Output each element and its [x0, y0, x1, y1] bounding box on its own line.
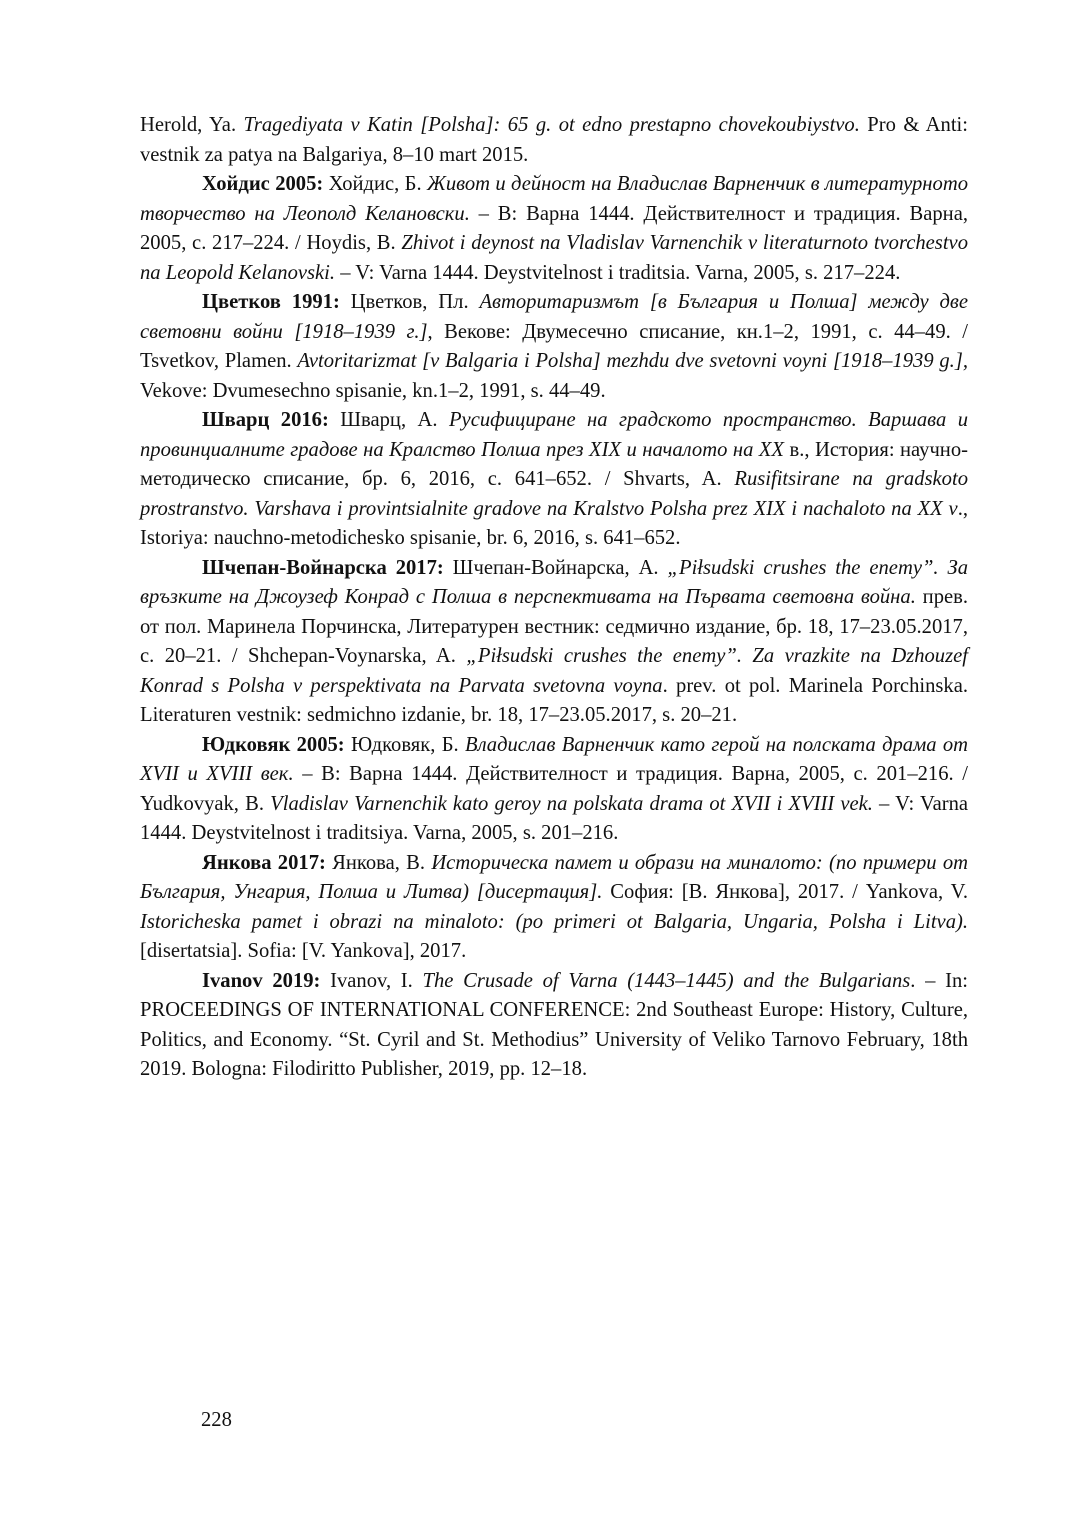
bibliography-entry-ivanov-2019: Ivanov 2019: Ivanov, I. The Crusade of Varna (1443–1445) and the Bulgarians. – In: PROCEEDINGS OF INTERNATIONAL CONFERENCE: 2nd Southeast Europe: History, Culture, Politics, and Economy. “St. Cyril and St. Methodius” University of Veliko Tarnovo February, 18th 2019. Bologna: Filodiritto Publisher, 2019, pp. 12–18. — [140, 969, 968, 1080]
bibliography-entry-yankova-2017: Янкова 2017: Янкова, В. Историческа памет и образи на миналото: (по примери от България, Унгария, Полша и Литва) [дисертация]. София: [В. Янкова], 2017. / Yankova, V. Istoricheska pamet i obrazi na minaloto: (po primeri ot Balgaria, Ungaria, Polsha i Litva).[disertatsia]. Sofia: [V. Yankova], 2017. — [140, 851, 968, 962]
entry-key: Шварц 2016: — [202, 409, 329, 431]
entry-key: Цветков 1991: — [202, 291, 340, 313]
bibliography-entry-shvarts-2016: Шварц 2016: Шварц, А. Русифициране на градското пространство. Варшава и провинциалните градове на Кралство Полша през XIX и началото на XX в., История: научно-методическо списание, бр. 6, 2016, с. 641–652. / Shvarts, A. Rusifitsirane na gradskoto prostranstvo. Varshava i provintsialnite gradove na Kralstvo Polsha prez XIX i nachaloto na XX v., Istoriya: nauchno-metodichesko spisanie, br. 6, 2016, s. 641–652. — [140, 409, 968, 549]
bibliography-entry-herold: Herold, Ya. Tragediyata v Katin [Polsha]: 65 g. ot edno prestapno chovekoubiystvo. Pro & Anti: vestnik za patya na Balgariya, 8–10 mart 2015. — [140, 114, 968, 166]
bibliography-entry-yudkovyak-2005: Юдковяк 2005: Юдковяк, Б. Владислав Варненчик като герой на полската драма от XVII и XVIII век. – В: Варна 1444. Действителност и традиция. Варна, 2005, с. 201–216. / Yudkovyak, B. Vladislav Varnenchik kato geroy na polskata drama ot XVII i XVIII vek. – V: Varna 1444. Deystvitelnost i traditsiya. Varna, 2005, s. 201–216. — [140, 733, 969, 844]
entry-key: Хойдис 2005: — [202, 173, 324, 195]
entry-key: Шчепан-Войнарска 2017: — [202, 556, 444, 579]
entry-key: Янкова 2017: — [202, 851, 326, 874]
entry-key: Юдковяк 2005: — [202, 733, 345, 756]
page-number: 228 — [201, 1409, 232, 1431]
bibliography-list — [140, 111, 968, 1085]
entry-key: Ivanov 2019: — [202, 969, 321, 992]
bibliography-entry-tsvetkov-1991: Цветков 1991: Цветков, Пл. Авторитаризмът [в България и Полша] между две световни войни [1918–1939 г.], Векове: Двумесечно списание, кн.1–2, 1991, с. 44–49. / Tsvetkov, Plamen. Avtoritarizmat [v Balgaria i Polsha] mezhdu dve svetovni voyni [1918–1939 g.], Vekove: Dvumesechno spisanie, kn.1–2, 1991, s. 44–49. — [140, 291, 968, 402]
bibliography-entry-hoydis-2005: Хойдис 2005: Хойдис, Б. Живот и дейност на Владислав Варненчик в литературното творчество на Леополд Келановски. – В: Варна 1444. Действителност и традиция. Варна, 2005, с. 217–224. / Hoydis, B. Zhivot i deynost na Vladislav Varnenchik v literaturnoto tvorchestvo na Leopold Kelanovski. – V: Varna 1444. Deystvitelnost i traditsia. Varna, 2005, s. 217–224. — [140, 173, 968, 284]
bibliography-entry-shchepan-voynarska-2017: Шчепан-Войнарска 2017: Шчепан-Войнарска, А. „Piłsudski crushes the enemy”. За връзките на Джоузеф Конрад с Полша в перспективата на Първата световна война. прев. от пол. Маринела Порчинска, Литературен вестник: седмично издание, бр. 18, 17–23.05.2017, с. 20–21. / Shchepan-Voynarska, A. „Piłsudski crushes the enemy”. Za vrazkite na Dzhouzef Konrad s Polsha v perspektivata na Parvata svetovna voyna. prev. ot pol. Marinela Porchinska. Literaturen vestnik: sedmichno izdanie, br. 18, 17–23.05.2017, s. 20–21. — [140, 556, 969, 726]
